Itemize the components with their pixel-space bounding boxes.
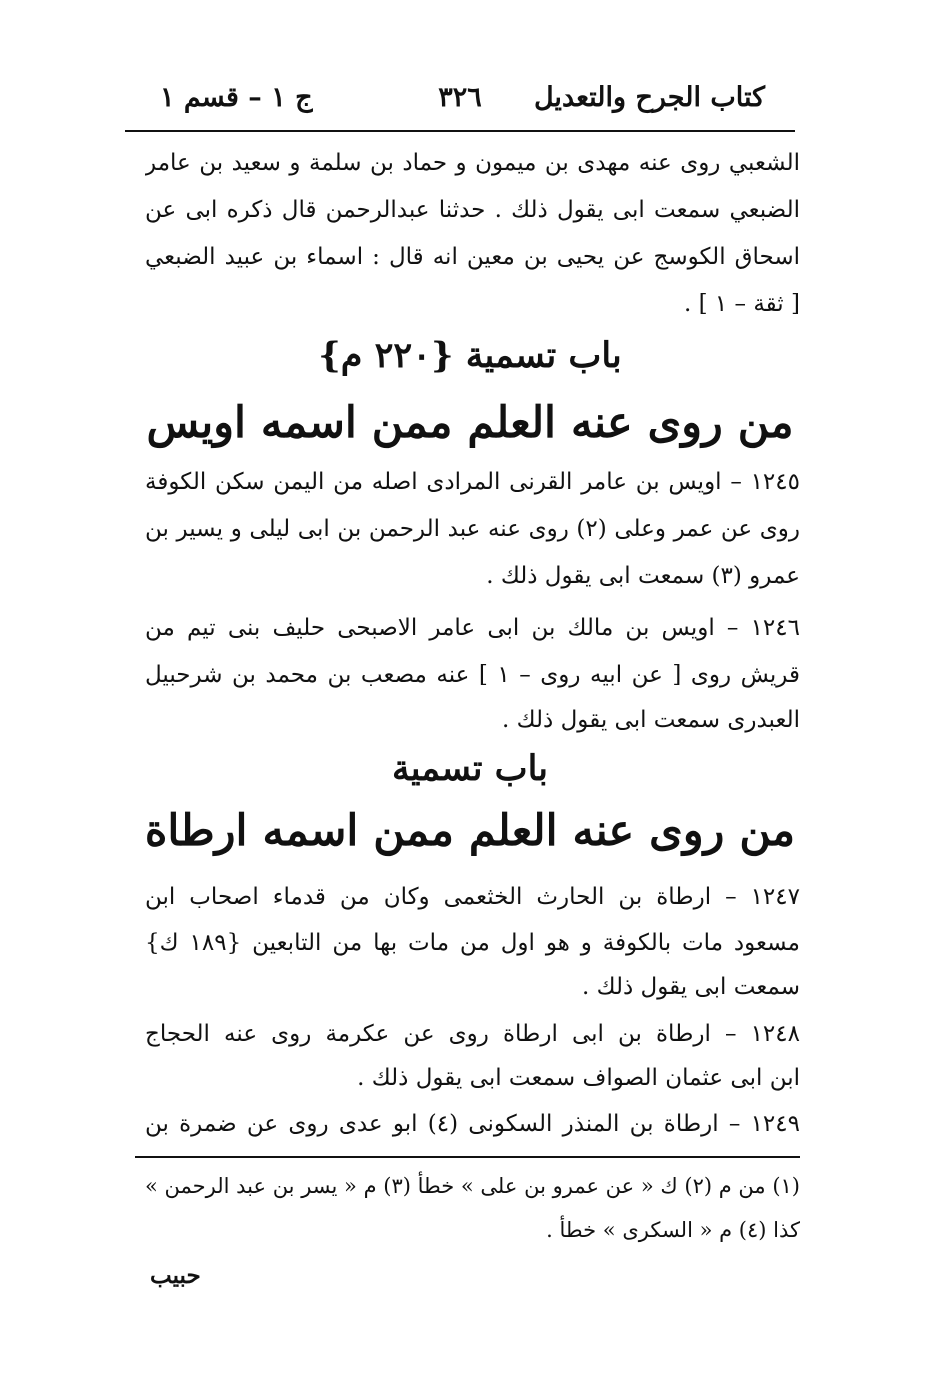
entry-line: سمعت ابى يقول ذلك . xyxy=(581,974,800,1000)
entry-line: مسعود مات بالكوفة و هو اول من مات بها من التابعين {١٨٩ ك} xyxy=(145,930,800,956)
intro-line: الشعبي روى عنه مهدى بن ميمون و حماد بن سلمة و سعيد بن عامر xyxy=(145,150,800,176)
intro-line: اسحاق الكوسج عن يحيى بن معين انه قال : اسماء بن عبيد الضبعي xyxy=(145,244,800,270)
footnote-line: كذا (٤) م « السكرى » خطأ . xyxy=(546,1218,800,1242)
intro-line: الضبعي سمعت ابى يقول ذلك . حدثنا عبدالرحمن قال ذكره ابى عن xyxy=(145,197,800,223)
entry-line: العبدرى سمعت ابى يقول ذلك . xyxy=(502,707,800,733)
chapter-subheading: من روى عنه العلم ممن اسمه اويس xyxy=(146,398,794,448)
entry-line: ١٢٤٦ – اويس بن مالك بن ابى عامر الاصبحى حليف بنى تيم من xyxy=(145,615,800,641)
chapter-heading: باب تسمية {٢٢٠ م} xyxy=(318,335,622,376)
intro-line: [ ثقة – ١ ] . xyxy=(683,291,800,317)
book-title: كتاب الجرح والتعديل xyxy=(533,82,765,113)
entry-line: قريش روى [ عن ابيه روى – ١ ] عنه مصعب بن محمد بن شرحبيل xyxy=(145,662,800,688)
signature-mark: حبيب xyxy=(150,1262,201,1289)
entry-line: عمرو (٣) سمعت ابى يقول ذلك . xyxy=(486,563,800,589)
chapter-heading: باب تسمية xyxy=(391,748,549,789)
entry-line: روى عن عمر وعلى (٢) روى عنه عبد الرحمن بن ابى ليلى و يسير بن xyxy=(145,516,800,542)
running-header xyxy=(125,78,795,132)
footnote-line: (١) من م (٢) ك « عن عمرو بن على » خطأ (٣) م « يسر بن عبد الرحمن » xyxy=(145,1174,800,1198)
entry-line: ١٢٤٨ – ارطاة بن ابى ارطاة روى عن عكرمة روى عنه الحجاج xyxy=(145,1021,800,1047)
chapter-subheading: من روى عنه العلم ممن اسمه ارطاة xyxy=(144,806,796,856)
page-number: ٣٢٦ xyxy=(438,82,482,113)
entry-line: ١٢٤٧ – ارطاة بن الحارث الخثعمى وكان من قدماء اصحاب ابن xyxy=(145,884,800,910)
volume-part: ج ١ – قسم ١ xyxy=(160,82,313,113)
entry-line: ١٢٤٩ – ارطاة بن المنذر السكونى (٤) ابو عدى روى عن ضمرة بن xyxy=(145,1111,800,1137)
entry-line: ابن ابى عثمان الصواف سمعت ابى يقول ذلك . xyxy=(357,1065,800,1091)
entry-line: ١٢٤٥ – اويس بن عامر القرنى المرادى اصله من اليمن سكن الكوفة xyxy=(145,469,800,495)
footnote-divider xyxy=(135,1156,800,1158)
